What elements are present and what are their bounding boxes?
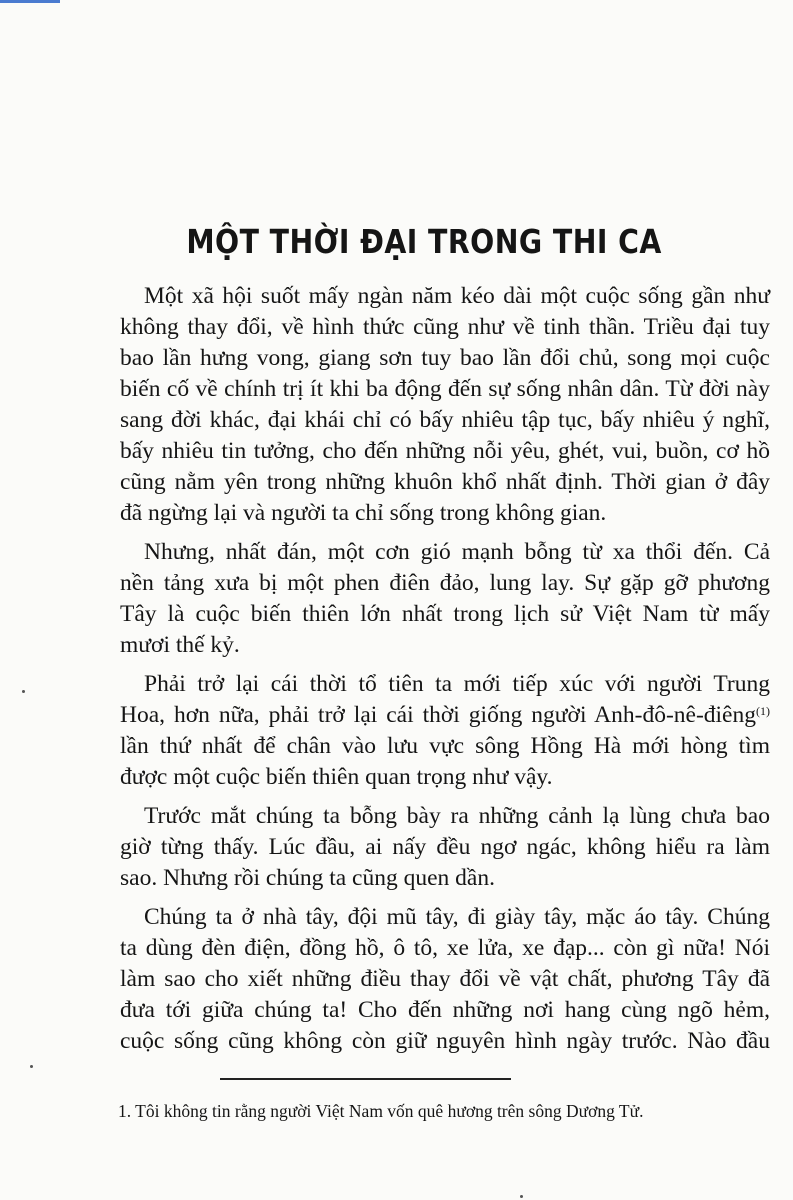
text-line: cuộc sống cũng không còn giữ nguyên hình ngày trước. Nào đầu xyxy=(120,1028,770,1054)
text-line: sang đời khác, đại khái chỉ có bấy nhiêu tập tục, bấy nhiêu ý nghĩ, xyxy=(120,407,770,433)
text-line: mươi thế kỷ. xyxy=(120,632,240,658)
text-line: Phải trở lại cái thời tổ tiên ta mới tiếp xúc với người Trung xyxy=(144,671,770,697)
scan-speck xyxy=(30,1065,33,1068)
paragraph xyxy=(120,801,770,894)
text-line: sao. Nhưng rồi chúng ta cũng quen dần. xyxy=(120,865,495,891)
scan-speck xyxy=(520,1195,523,1198)
text-line: Nhưng, nhất đán, một cơn gió mạnh bỗng từ xa thổi đến. Cả xyxy=(144,539,770,565)
text-line: Hoa, hơn nữa, phải trở lại cái thời giống người Anh-đô-nê-điêng xyxy=(120,702,756,728)
text-line: Tây là cuộc biến thiên lớn nhất trong lịch sử Việt Nam từ mấy xyxy=(120,601,770,627)
text-line: không thay đổi, về hình thức cũng như về tinh thần. Triều đại tuy xyxy=(120,314,770,340)
text-line-with-note xyxy=(120,700,770,731)
paragraph xyxy=(120,281,770,529)
text-line: Trước mắt chúng ta bỗng bày ra những cảnh lạ lùng chưa bao xyxy=(144,803,770,829)
text-line: bao lần hưng vong, giang sơn tuy bao lần đổi chủ, song mọi cuộc xyxy=(120,345,770,371)
text-line: cũng nằm yên trong những khuôn khổ nhất định. Thời gian ở đây xyxy=(120,469,770,495)
footnote: 1. Tôi không tin rằng người Việt Nam vốn quê hương trên sông Dương Tử. xyxy=(118,1101,644,1121)
paragraph xyxy=(120,669,770,793)
paragraph xyxy=(120,537,770,661)
scan-speck xyxy=(22,690,25,693)
text-line: ta dùng đèn điện, đồng hồ, ô tô, xe lửa, xe đạp... còn gì nữa! Nói xyxy=(120,935,770,961)
chapter-title: MỘT THỜI ĐẠI TRONG THI CA xyxy=(186,222,662,261)
body-text xyxy=(120,281,770,1057)
text-line: đưa tới giữa chúng ta! Cho đến những nơi hang cùng ngõ hẻm, xyxy=(120,997,770,1023)
text-line: bấy nhiêu tin tưởng, cho đến những nỗi yêu, ghét, vui, buồn, cơ hồ xyxy=(120,438,770,464)
text-line: biến cố về chính trị ít khi ba động đến sự sống nhân dân. Từ đời này xyxy=(120,376,770,402)
text-line: làm sao cho xiết những điều thay đổi về vật chất, phương Tây đã xyxy=(120,966,770,992)
text-line: được một cuộc biến thiên quan trọng như vậy. xyxy=(120,764,553,790)
text-line: lần thứ nhất để chân vào lưu vực sông Hồng Hà mới hòng tìm xyxy=(120,733,770,759)
footnote-marker: (1) xyxy=(756,704,770,718)
scan-edge-mark xyxy=(0,0,60,3)
text-line: giờ từng thấy. Lúc đầu, ai nấy đều ngơ ngác, không hiểu ra làm xyxy=(120,834,770,860)
paragraph xyxy=(120,902,770,1057)
text-line: đã ngừng lại và người ta chỉ sống trong không gian. xyxy=(120,500,607,526)
text-line: nền tảng xưa bị một phen điên đảo, lung lay. Sự gặp gỡ phương xyxy=(120,570,770,596)
text-line: Chúng ta ở nhà tây, đội mũ tây, đi giày tây, mặc áo tây. Chúng xyxy=(144,904,770,930)
text-line: Một xã hội suốt mấy ngàn năm kéo dài một cuộc sống gần như xyxy=(144,283,770,309)
footnote-divider xyxy=(220,1078,511,1080)
